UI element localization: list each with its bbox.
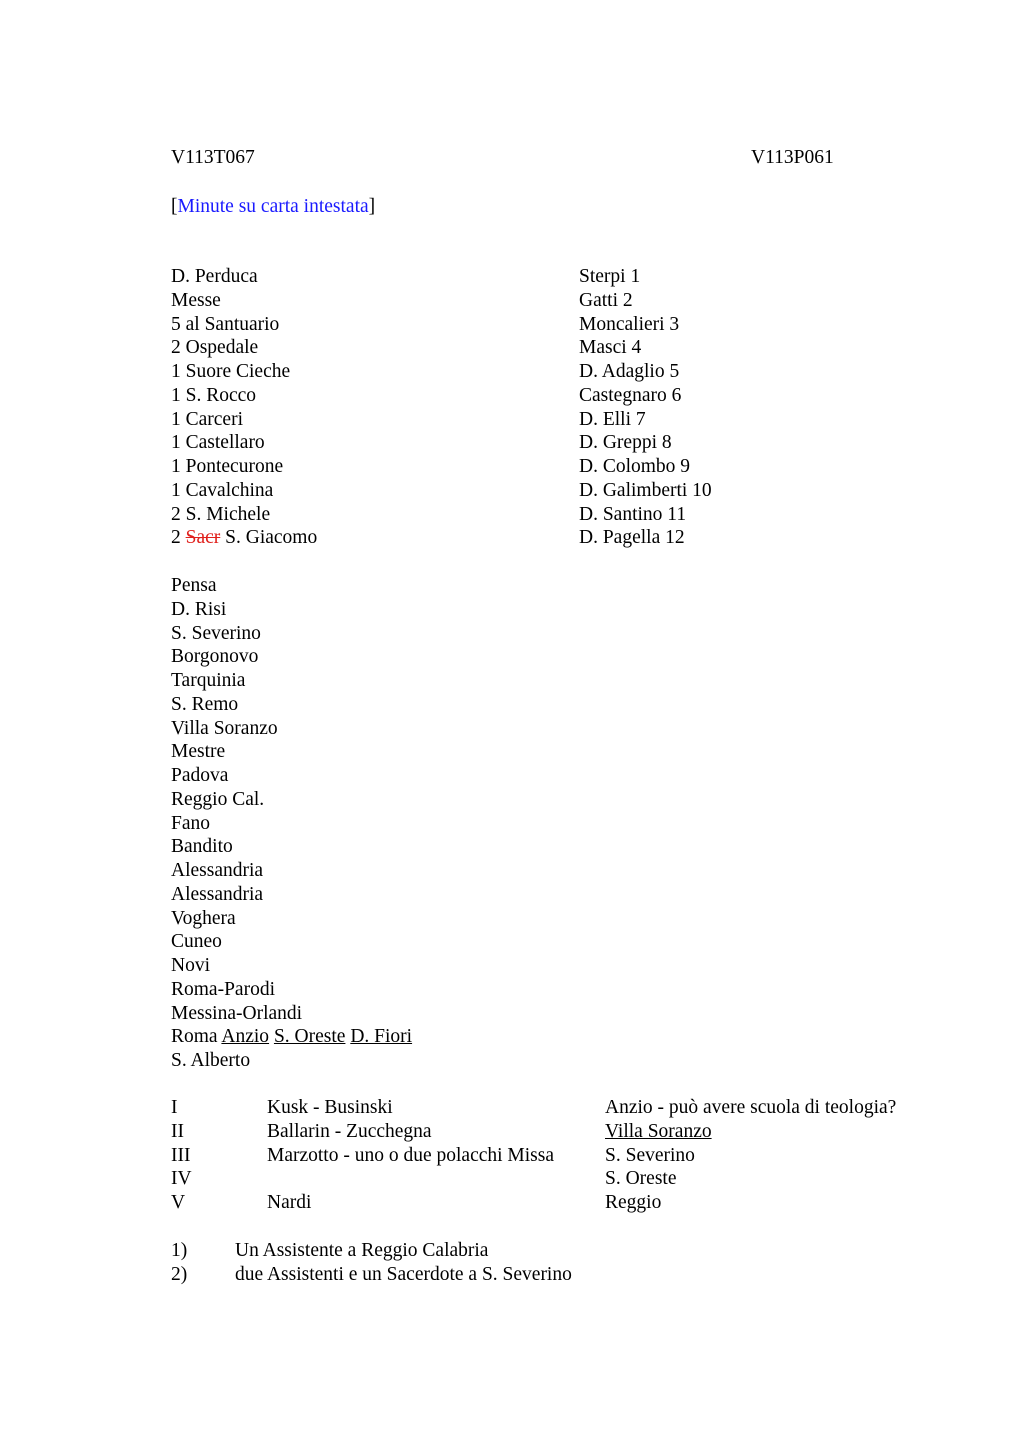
list-item: Messe [171, 289, 221, 311]
roman-numeral: I [171, 1097, 178, 1118]
roman-numeral: III [171, 1144, 191, 1166]
list-item: Fano [171, 812, 210, 834]
list-item: 1 Castellaro [171, 432, 265, 454]
list-item: Alessandria [171, 883, 264, 905]
editorial-note [171, 195, 375, 219]
list-item: D. Santino 11 [579, 503, 687, 525]
list-item: D. Perduca [171, 266, 258, 287]
note-link[interactable]: Minute su carta intestata [177, 196, 369, 217]
list-item: 1 Suore Cieche [171, 361, 291, 382]
list-item-prefix: 2 [171, 527, 186, 549]
place-cell: Villa Soranzo [605, 1120, 712, 1142]
list-item: 5 al Santuario [171, 313, 280, 335]
list-item: D. Colombo 9 [579, 456, 691, 477]
list-item-rest: S. Giacomo [220, 527, 318, 549]
place-cell: Reggio [605, 1192, 662, 1213]
list-item: D. Risi [171, 598, 227, 620]
item-text: Un Assistente a Reggio Calabria [235, 1240, 489, 1261]
roma-line [171, 1025, 412, 1049]
list-item: D. Greppi 8 [579, 432, 672, 454]
list-item: Masci 4 [579, 337, 642, 359]
place-cell: S. Severino [605, 1144, 695, 1166]
item-number: 2) [171, 1263, 188, 1285]
list-item: Cuneo [171, 931, 222, 953]
underlined-place: Anzio [221, 1026, 270, 1048]
place-cell: Anzio - può avere scuola di teologia? [605, 1097, 897, 1118]
list-item: Pensa [171, 575, 217, 596]
struck-text: Sacr [185, 527, 221, 549]
names-cell: Nardi [267, 1192, 312, 1213]
right-column-list [579, 265, 712, 550]
list-item: Bandito [171, 836, 233, 858]
list-item: Tarquinia [171, 670, 246, 691]
list-item: Villa Soranzo [171, 717, 278, 739]
list-item: D. Adaglio 5 [579, 361, 680, 382]
underlined-place: S. Oreste [273, 1026, 346, 1048]
note-bracket-open: [ [171, 196, 178, 217]
list-item: Borgonovo [171, 646, 259, 668]
roman-numeral: IV [171, 1168, 192, 1190]
document-code-left: V113T067 [171, 147, 255, 168]
left-column-list [171, 265, 317, 550]
list-item: Alessandria [171, 860, 264, 881]
list-item: 1 Pontecurone [171, 456, 284, 477]
list-item: Castegnaro 6 [579, 384, 682, 406]
list-item: Reggio Cal. [171, 788, 265, 810]
list-item: 1 Cavalchina [171, 479, 274, 501]
list-item: S. Alberto [171, 1050, 251, 1071]
list-item: Moncalieri 3 [579, 313, 680, 335]
places-list [171, 574, 412, 1073]
item-text: due Assistenti e un Sacerdote a S. Severino [235, 1263, 572, 1285]
list-item: D. Elli 7 [579, 408, 646, 430]
list-item: 1 S. Rocco [171, 384, 257, 406]
list-item: Roma-Parodi [171, 978, 275, 1000]
roma-prefix: Roma [171, 1026, 218, 1048]
note-bracket-close: ] [368, 196, 376, 217]
item-number: 1) [171, 1240, 188, 1261]
list-item: Novi [171, 955, 210, 976]
list-item: Sterpi 1 [579, 266, 641, 287]
list-item-last [171, 526, 317, 550]
list-item: D. Pagella 12 [579, 527, 685, 549]
names-cell: Ballarin - Zucchegna [267, 1120, 432, 1142]
list-item: Mestre [171, 741, 226, 763]
roman-numeral: V [171, 1192, 186, 1213]
roman-numeral: II [171, 1120, 184, 1142]
list-item: D. Galimberti 10 [579, 479, 712, 501]
names-cell: Kusk - Businski [267, 1097, 393, 1118]
list-item: Padova [171, 765, 229, 786]
list-item: Messina-Orlandi [171, 1002, 303, 1024]
underlined-place: D. Fiori [350, 1026, 413, 1048]
list-item: Gatti 2 [579, 289, 633, 311]
names-cell: Marzotto - uno o due polacchi Missa [267, 1144, 555, 1166]
document-code-right: V113P061 [751, 147, 834, 168]
list-item: 2 S. Michele [171, 503, 271, 525]
list-item: 1 Carceri [171, 408, 244, 430]
list-item: Voghera [171, 907, 236, 929]
list-item: S. Severino [171, 622, 261, 644]
list-item: 2 Ospedale [171, 337, 259, 359]
place-cell: S. Oreste [605, 1168, 677, 1190]
list-item: S. Remo [171, 693, 239, 715]
